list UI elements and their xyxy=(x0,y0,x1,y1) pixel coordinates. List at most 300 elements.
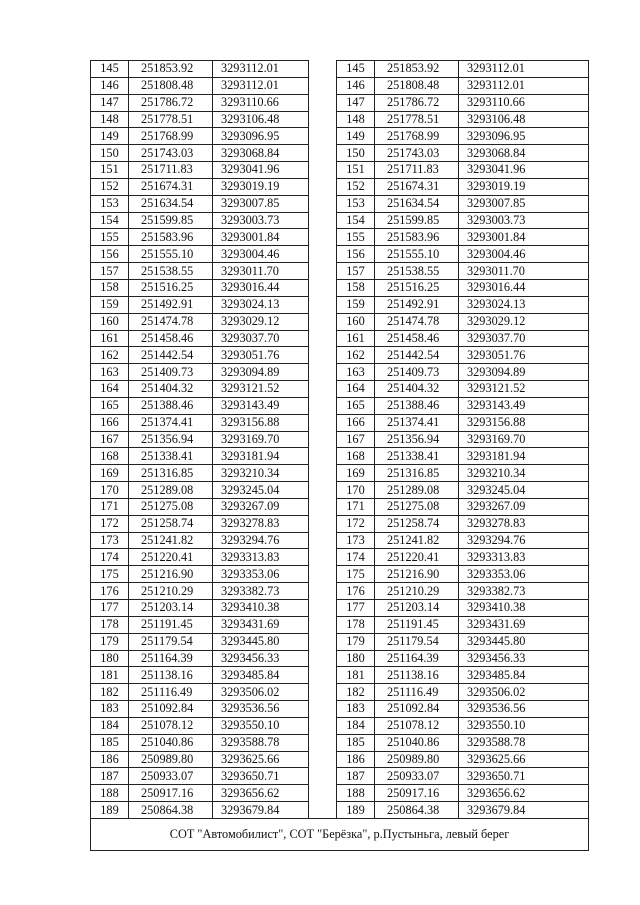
point-number: 179 xyxy=(91,633,129,650)
y-coordinate: 3293506.02 xyxy=(213,684,309,701)
y-coordinate: 3293625.66 xyxy=(213,751,309,768)
column-gap xyxy=(309,498,337,515)
table-row xyxy=(91,717,589,734)
point-number: 183 xyxy=(91,701,129,718)
point-number: 170 xyxy=(337,482,375,499)
y-coordinate: 3293353.06 xyxy=(459,566,589,583)
x-coordinate: 250864.38 xyxy=(375,802,459,819)
y-coordinate: 3293536.56 xyxy=(459,701,589,718)
point-number: 150 xyxy=(91,145,129,162)
x-coordinate: 251786.72 xyxy=(375,94,459,111)
point-number: 149 xyxy=(337,128,375,145)
point-number: 167 xyxy=(337,431,375,448)
x-coordinate: 250864.38 xyxy=(129,802,213,819)
y-coordinate: 3293156.88 xyxy=(459,414,589,431)
point-number: 187 xyxy=(337,768,375,785)
x-coordinate: 251216.90 xyxy=(129,566,213,583)
column-gap xyxy=(309,515,337,532)
y-coordinate: 3293051.76 xyxy=(459,347,589,364)
x-coordinate: 251275.08 xyxy=(129,498,213,515)
y-coordinate: 3293410.38 xyxy=(459,600,589,617)
y-coordinate: 3293431.69 xyxy=(213,616,309,633)
y-coordinate: 3293210.34 xyxy=(459,465,589,482)
point-number: 159 xyxy=(337,296,375,313)
column-gap xyxy=(309,145,337,162)
y-coordinate: 3293181.94 xyxy=(213,448,309,465)
column-gap xyxy=(309,465,337,482)
point-number: 155 xyxy=(91,229,129,246)
x-coordinate: 251241.82 xyxy=(375,532,459,549)
x-coordinate: 251116.49 xyxy=(129,684,213,701)
table-row xyxy=(91,684,589,701)
table-row xyxy=(91,195,589,212)
point-number: 148 xyxy=(91,111,129,128)
y-coordinate: 3293485.84 xyxy=(213,667,309,684)
column-gap xyxy=(309,717,337,734)
y-coordinate: 3293041.96 xyxy=(459,162,589,179)
x-coordinate: 251289.08 xyxy=(375,482,459,499)
x-coordinate: 251555.10 xyxy=(129,246,213,263)
column-gap xyxy=(309,296,337,313)
table-row xyxy=(91,768,589,785)
y-coordinate: 3293210.34 xyxy=(213,465,309,482)
point-number: 147 xyxy=(91,94,129,111)
point-number: 176 xyxy=(91,583,129,600)
column-gap xyxy=(309,667,337,684)
y-coordinate: 3293679.84 xyxy=(213,802,309,819)
y-coordinate: 3293169.70 xyxy=(213,431,309,448)
point-number: 172 xyxy=(337,515,375,532)
table-row xyxy=(91,330,589,347)
point-number: 176 xyxy=(337,583,375,600)
point-number: 165 xyxy=(337,397,375,414)
x-coordinate: 251258.74 xyxy=(129,515,213,532)
y-coordinate: 3293278.83 xyxy=(213,515,309,532)
point-number: 156 xyxy=(91,246,129,263)
y-coordinate: 3293382.73 xyxy=(213,583,309,600)
y-coordinate: 3293029.12 xyxy=(213,313,309,330)
column-gap xyxy=(309,768,337,785)
table-row xyxy=(91,364,589,381)
table-row xyxy=(91,263,589,280)
y-coordinate: 3293094.89 xyxy=(459,364,589,381)
point-number: 160 xyxy=(337,313,375,330)
column-gap xyxy=(309,566,337,583)
y-coordinate: 3293456.33 xyxy=(459,650,589,667)
point-number: 186 xyxy=(337,751,375,768)
point-number: 177 xyxy=(337,600,375,617)
table-row xyxy=(91,566,589,583)
x-coordinate: 251092.84 xyxy=(375,701,459,718)
column-gap xyxy=(309,279,337,296)
point-number: 151 xyxy=(91,162,129,179)
x-coordinate: 251442.54 xyxy=(129,347,213,364)
x-coordinate: 251191.45 xyxy=(129,616,213,633)
x-coordinate: 251634.54 xyxy=(375,195,459,212)
point-number: 153 xyxy=(91,195,129,212)
y-coordinate: 3293024.13 xyxy=(213,296,309,313)
x-coordinate: 251768.99 xyxy=(129,128,213,145)
point-number: 161 xyxy=(337,330,375,347)
x-coordinate: 251516.25 xyxy=(129,279,213,296)
y-coordinate: 3293110.66 xyxy=(213,94,309,111)
y-coordinate: 3293029.12 xyxy=(459,313,589,330)
point-number: 163 xyxy=(337,364,375,381)
y-coordinate: 3293016.44 xyxy=(213,279,309,296)
y-coordinate: 3293650.71 xyxy=(459,768,589,785)
point-number: 150 xyxy=(337,145,375,162)
y-coordinate: 3293656.62 xyxy=(213,785,309,802)
x-coordinate: 251583.96 xyxy=(129,229,213,246)
column-gap xyxy=(309,195,337,212)
table-row xyxy=(91,296,589,313)
y-coordinate: 3293019.19 xyxy=(459,178,589,195)
coordinates-table xyxy=(90,60,589,851)
point-number: 152 xyxy=(91,178,129,195)
point-number: 183 xyxy=(337,701,375,718)
y-coordinate: 3293106.48 xyxy=(459,111,589,128)
x-coordinate: 251040.86 xyxy=(129,734,213,751)
table-row xyxy=(91,229,589,246)
x-coordinate: 251768.99 xyxy=(375,128,459,145)
y-coordinate: 3293112.01 xyxy=(213,77,309,94)
x-coordinate: 251404.32 xyxy=(375,381,459,398)
x-coordinate: 251808.48 xyxy=(129,77,213,94)
y-coordinate: 3293156.88 xyxy=(213,414,309,431)
point-number: 145 xyxy=(91,61,129,78)
point-number: 151 xyxy=(337,162,375,179)
x-coordinate: 251516.25 xyxy=(375,279,459,296)
point-number: 174 xyxy=(91,549,129,566)
x-coordinate: 251786.72 xyxy=(129,94,213,111)
y-coordinate: 3293001.84 xyxy=(213,229,309,246)
y-coordinate: 3293181.94 xyxy=(459,448,589,465)
table-row xyxy=(91,313,589,330)
y-coordinate: 3293011.70 xyxy=(459,263,589,280)
y-coordinate: 3293037.70 xyxy=(213,330,309,347)
x-coordinate: 251458.46 xyxy=(129,330,213,347)
column-gap xyxy=(309,414,337,431)
point-number: 171 xyxy=(91,498,129,515)
x-coordinate: 251078.12 xyxy=(375,717,459,734)
column-gap xyxy=(309,633,337,650)
x-coordinate: 251538.55 xyxy=(129,263,213,280)
column-gap xyxy=(309,212,337,229)
point-number: 171 xyxy=(337,498,375,515)
point-number: 189 xyxy=(91,802,129,819)
y-coordinate: 3293410.38 xyxy=(213,600,309,617)
x-coordinate: 251778.51 xyxy=(129,111,213,128)
y-coordinate: 3293121.52 xyxy=(213,381,309,398)
y-coordinate: 3293068.84 xyxy=(459,145,589,162)
point-number: 147 xyxy=(337,94,375,111)
x-coordinate: 251138.16 xyxy=(375,667,459,684)
x-coordinate: 251078.12 xyxy=(129,717,213,734)
point-number: 182 xyxy=(91,684,129,701)
point-number: 184 xyxy=(337,717,375,734)
point-number: 172 xyxy=(91,515,129,532)
point-number: 152 xyxy=(337,178,375,195)
point-number: 154 xyxy=(337,212,375,229)
x-coordinate: 251338.41 xyxy=(129,448,213,465)
y-coordinate: 3293112.01 xyxy=(459,61,589,78)
y-coordinate: 3293004.46 xyxy=(459,246,589,263)
x-coordinate: 251388.46 xyxy=(375,397,459,414)
table-row xyxy=(91,347,589,364)
point-number: 175 xyxy=(337,566,375,583)
y-coordinate: 3293007.85 xyxy=(213,195,309,212)
x-coordinate: 251743.03 xyxy=(375,145,459,162)
y-coordinate: 3293485.84 xyxy=(459,667,589,684)
point-number: 145 xyxy=(337,61,375,78)
column-gap xyxy=(309,111,337,128)
point-number: 182 xyxy=(337,684,375,701)
x-coordinate: 251116.49 xyxy=(375,684,459,701)
column-gap xyxy=(309,162,337,179)
table-row xyxy=(91,633,589,650)
table-row xyxy=(91,397,589,414)
y-coordinate: 3293007.85 xyxy=(459,195,589,212)
column-gap xyxy=(309,397,337,414)
x-coordinate: 251356.94 xyxy=(129,431,213,448)
y-coordinate: 3293096.95 xyxy=(213,128,309,145)
point-number: 158 xyxy=(337,279,375,296)
x-coordinate: 251853.92 xyxy=(129,61,213,78)
x-coordinate: 251203.14 xyxy=(375,600,459,617)
y-coordinate: 3293112.01 xyxy=(459,77,589,94)
table-row xyxy=(91,667,589,684)
y-coordinate: 3293051.76 xyxy=(213,347,309,364)
point-number: 149 xyxy=(91,128,129,145)
x-coordinate: 251220.41 xyxy=(375,549,459,566)
point-number: 187 xyxy=(91,768,129,785)
y-coordinate: 3293041.96 xyxy=(213,162,309,179)
x-coordinate: 251442.54 xyxy=(375,347,459,364)
point-number: 188 xyxy=(337,785,375,802)
table-row xyxy=(91,178,589,195)
y-coordinate: 3293294.76 xyxy=(459,532,589,549)
x-coordinate: 251474.78 xyxy=(129,313,213,330)
column-gap xyxy=(309,802,337,819)
column-gap xyxy=(309,701,337,718)
table-row xyxy=(91,246,589,263)
x-coordinate: 251138.16 xyxy=(129,667,213,684)
x-coordinate: 251538.55 xyxy=(375,263,459,280)
point-number: 164 xyxy=(337,381,375,398)
x-coordinate: 251316.85 xyxy=(129,465,213,482)
column-gap xyxy=(309,313,337,330)
point-number: 185 xyxy=(337,734,375,751)
column-gap xyxy=(309,229,337,246)
x-coordinate: 251555.10 xyxy=(375,246,459,263)
point-number: 166 xyxy=(91,414,129,431)
y-coordinate: 3293588.78 xyxy=(459,734,589,751)
column-gap xyxy=(309,549,337,566)
table-row xyxy=(91,498,589,515)
y-coordinate: 3293656.62 xyxy=(459,785,589,802)
coordinates-sheet xyxy=(90,60,588,851)
x-coordinate: 251316.85 xyxy=(375,465,459,482)
point-number: 166 xyxy=(337,414,375,431)
x-coordinate: 251164.39 xyxy=(375,650,459,667)
x-coordinate: 251258.74 xyxy=(375,515,459,532)
point-number: 185 xyxy=(91,734,129,751)
column-gap xyxy=(309,482,337,499)
y-coordinate: 3293037.70 xyxy=(459,330,589,347)
caption: СОТ "Автомобилист", СОТ "Берёзка", р.Пустыньга, левый берег xyxy=(91,818,589,850)
y-coordinate: 3293445.80 xyxy=(213,633,309,650)
y-coordinate: 3293679.84 xyxy=(459,802,589,819)
point-number: 168 xyxy=(337,448,375,465)
y-coordinate: 3293096.95 xyxy=(459,128,589,145)
x-coordinate: 251220.41 xyxy=(129,549,213,566)
column-gap xyxy=(309,532,337,549)
x-coordinate: 251179.54 xyxy=(375,633,459,650)
y-coordinate: 3293068.84 xyxy=(213,145,309,162)
point-number: 178 xyxy=(337,616,375,633)
point-number: 163 xyxy=(91,364,129,381)
y-coordinate: 3293110.66 xyxy=(459,94,589,111)
point-number: 173 xyxy=(91,532,129,549)
point-number: 170 xyxy=(91,482,129,499)
point-number: 188 xyxy=(91,785,129,802)
y-coordinate: 3293106.48 xyxy=(213,111,309,128)
point-number: 184 xyxy=(91,717,129,734)
caption-row xyxy=(91,818,589,850)
x-coordinate: 251179.54 xyxy=(129,633,213,650)
y-coordinate: 3293456.33 xyxy=(213,650,309,667)
point-number: 146 xyxy=(91,77,129,94)
column-gap xyxy=(309,347,337,364)
y-coordinate: 3293245.04 xyxy=(213,482,309,499)
x-coordinate: 251458.46 xyxy=(375,330,459,347)
table-row xyxy=(91,802,589,819)
x-coordinate: 251674.31 xyxy=(129,178,213,195)
y-coordinate: 3293536.56 xyxy=(213,701,309,718)
y-coordinate: 3293445.80 xyxy=(459,633,589,650)
y-coordinate: 3293625.66 xyxy=(459,751,589,768)
x-coordinate: 251216.90 xyxy=(375,566,459,583)
x-coordinate: 251092.84 xyxy=(129,701,213,718)
table-row xyxy=(91,128,589,145)
x-coordinate: 251388.46 xyxy=(129,397,213,414)
table-row xyxy=(91,751,589,768)
point-number: 169 xyxy=(91,465,129,482)
point-number: 156 xyxy=(337,246,375,263)
table-row xyxy=(91,279,589,296)
table-row xyxy=(91,77,589,94)
column-gap xyxy=(309,330,337,347)
table-row xyxy=(91,532,589,549)
column-gap xyxy=(309,751,337,768)
x-coordinate: 250917.16 xyxy=(129,785,213,802)
y-coordinate: 3293003.73 xyxy=(213,212,309,229)
table-row xyxy=(91,785,589,802)
y-coordinate: 3293143.49 xyxy=(459,397,589,414)
x-coordinate: 251040.86 xyxy=(375,734,459,751)
table-row xyxy=(91,465,589,482)
x-coordinate: 251210.29 xyxy=(129,583,213,600)
y-coordinate: 3293112.01 xyxy=(213,61,309,78)
x-coordinate: 251778.51 xyxy=(375,111,459,128)
y-coordinate: 3293267.09 xyxy=(213,498,309,515)
y-coordinate: 3293278.83 xyxy=(459,515,589,532)
x-coordinate: 251634.54 xyxy=(129,195,213,212)
y-coordinate: 3293003.73 xyxy=(459,212,589,229)
x-coordinate: 251289.08 xyxy=(129,482,213,499)
column-gap xyxy=(309,128,337,145)
y-coordinate: 3293267.09 xyxy=(459,498,589,515)
table-row xyxy=(91,212,589,229)
point-number: 189 xyxy=(337,802,375,819)
table-row xyxy=(91,111,589,128)
x-coordinate: 251492.91 xyxy=(375,296,459,313)
x-coordinate: 251599.85 xyxy=(129,212,213,229)
point-number: 161 xyxy=(91,330,129,347)
column-gap xyxy=(309,448,337,465)
point-number: 159 xyxy=(91,296,129,313)
point-number: 164 xyxy=(91,381,129,398)
point-number: 181 xyxy=(337,667,375,684)
table-row xyxy=(91,381,589,398)
y-coordinate: 3293550.10 xyxy=(213,717,309,734)
table-row xyxy=(91,448,589,465)
table-row xyxy=(91,414,589,431)
y-coordinate: 3293588.78 xyxy=(213,734,309,751)
point-number: 180 xyxy=(337,650,375,667)
point-number: 168 xyxy=(91,448,129,465)
x-coordinate: 251374.41 xyxy=(375,414,459,431)
column-gap xyxy=(309,178,337,195)
x-coordinate: 251474.78 xyxy=(375,313,459,330)
table-row xyxy=(91,482,589,499)
x-coordinate: 251711.83 xyxy=(375,162,459,179)
y-coordinate: 3293004.46 xyxy=(213,246,309,263)
x-coordinate: 251374.41 xyxy=(129,414,213,431)
column-gap xyxy=(309,263,337,280)
y-coordinate: 3293121.52 xyxy=(459,381,589,398)
x-coordinate: 251164.39 xyxy=(129,650,213,667)
point-number: 165 xyxy=(91,397,129,414)
x-coordinate: 251674.31 xyxy=(375,178,459,195)
point-number: 157 xyxy=(337,263,375,280)
y-coordinate: 3293011.70 xyxy=(213,263,309,280)
column-gap xyxy=(309,381,337,398)
y-coordinate: 3293313.83 xyxy=(213,549,309,566)
point-number: 181 xyxy=(91,667,129,684)
x-coordinate: 251853.92 xyxy=(375,61,459,78)
x-coordinate: 251404.32 xyxy=(129,381,213,398)
point-number: 178 xyxy=(91,616,129,633)
column-gap xyxy=(309,785,337,802)
point-number: 169 xyxy=(337,465,375,482)
point-number: 155 xyxy=(337,229,375,246)
column-gap xyxy=(309,616,337,633)
column-gap xyxy=(309,600,337,617)
point-number: 146 xyxy=(337,77,375,94)
column-gap xyxy=(309,650,337,667)
y-coordinate: 3293431.69 xyxy=(459,616,589,633)
column-gap xyxy=(309,77,337,94)
table-row xyxy=(91,162,589,179)
column-gap xyxy=(309,364,337,381)
point-number: 153 xyxy=(337,195,375,212)
y-coordinate: 3293245.04 xyxy=(459,482,589,499)
point-number: 148 xyxy=(337,111,375,128)
point-number: 162 xyxy=(337,347,375,364)
column-gap xyxy=(309,734,337,751)
column-gap xyxy=(309,583,337,600)
